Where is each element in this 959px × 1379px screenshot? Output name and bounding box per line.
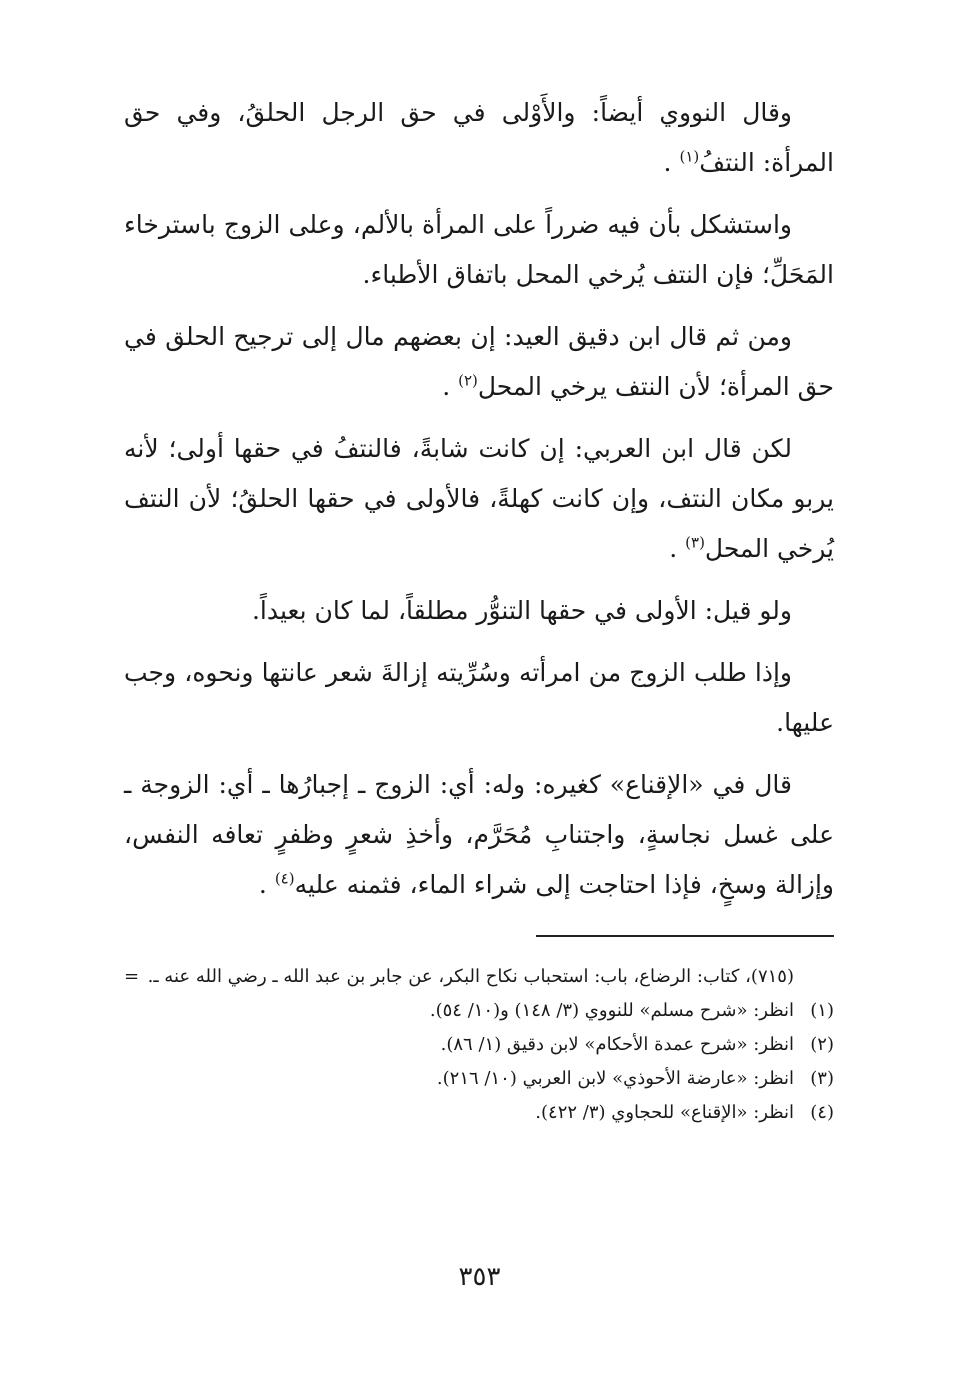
footnote-2: (٢) انظر: «شرح عمدة الأحكام» لابن دقيق (١/ ٨٦). [440,1034,834,1055]
footnote-ref-3[interactable]: (٣) [685,533,705,552]
paragraph-5: ولو قيل: الأولى في حقها التنوُّر مطلقاً، لما كان بعيداً. [251,596,792,625]
footnote-separator [536,935,834,937]
paragraph-7: قال في «الإقناع» كغيره: وله: أي: الزوج ـ إجبارُها ـ أي: الزوجة ـ على غسل نجاسةٍ، واجتنابِ مُحَرَّم، وأخذِ شعرٍ وظفرٍ تعافه النفس، وإزالة وسخٍ، فإذا احتاجت إلى شراء الماء، فثمنه عليه$^{(٤)}$ . [124,770,834,899]
footnote-ref-1[interactable]: (١) [679,147,700,166]
paragraph-4: لكن قال ابن العربي: إن كانت شابةً، فالنتفُ في حقها أولى؛ لأنه يربو مكان النتف، وإن كانت كهلةً، فالأولى في حقها الحلقُ؛ لأن النتف يُرخي المحل$^{(٣)}$ . [124,434,834,563]
footnote-ref-4[interactable]: (٤) [274,869,295,888]
paragraph-6: وإذا طلب الزوج من امرأته وسُرِّيته إزالةَ شعر عانتها ونحوه، وجب عليها. [124,658,834,737]
main-text [124,88,834,922]
continuation-marker: = [124,966,140,987]
footnote-continuation: (٧١٥)، كتاب: الرضاع، باب: استحباب نكاح البكر، عن جابر بن عبد الله ـ رضي الله عنه ـ. = [124,960,834,994]
paragraph-3: ومن ثم قال ابن دقيق العيد: إن بعضهم مال إلى ترجيح الحلق في حق المرأة؛ لأن النتف يرخي المحل$^{(٢)}$ . [124,322,834,401]
footnotes [124,960,834,1130]
footnote-1: (١) انظر: «شرح مسلم» للنووي (٣/ ١٤٨) و(١٠/ ٥٤). [429,1000,834,1021]
footnote-3: (٣) انظر: «عارضة الأحوذي» لابن العربي (١٠/ ٢١٦). [436,1068,834,1089]
page-number: ٣٥٣ [458,1262,501,1292]
paragraph-2: واستشكل بأن فيه ضرراً على المرأة بالألم، وعلى الزوج باسترخاء المَحَلِّ؛ فإن النتف يُرخي المحل باتفاق الأطباء. [124,210,834,289]
footnote-ref-2[interactable]: (٢) [458,371,478,390]
footnote-4: (٤) انظر: «الإقناع» للحجاوي (٣/ ٤٢٢). [535,1102,834,1123]
paragraph-1: وقال النووي أيضاً: والأَوْلى في حق الرجل الحلقُ، وفي حق المرأة: النتفُ$^{(١)}$ . [124,98,834,177]
